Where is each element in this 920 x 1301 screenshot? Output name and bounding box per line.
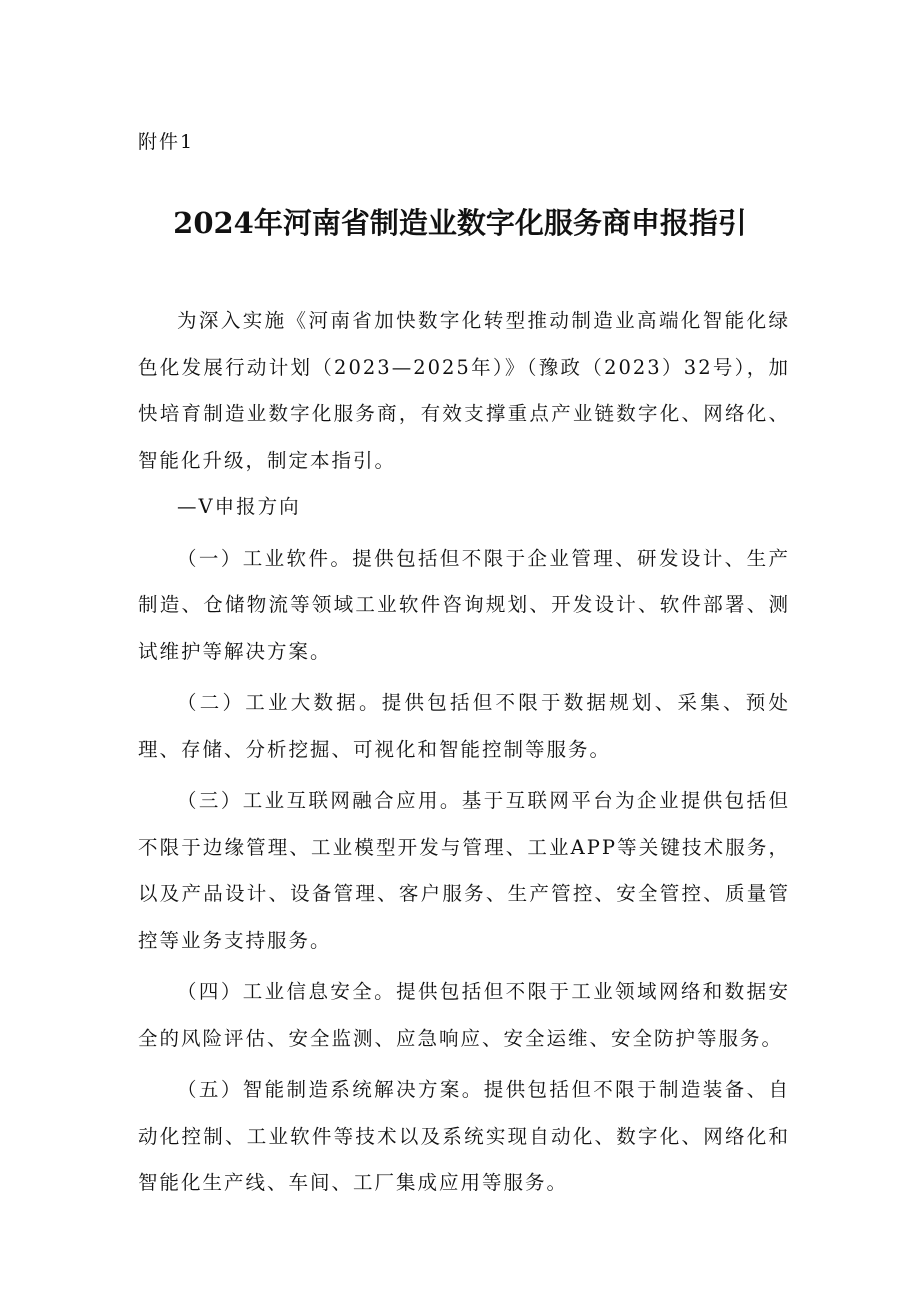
list-item: （五）智能制造系统解决方案。提供包括但不限于制造装备、自动化控制、工业软件等技术以及系统实现自动化、数字化、网络化和智能化生产线、车间、工厂集成应用等服务。 (138, 1078, 790, 1194)
list-item: （三）工业互联网融合应用。基于互联网平台为企业提供包括但不限于边缘管理、工业模型开发与管理、工业APP等关键技术服务，以及产品设计、设备管理、客户服务、生产管控、安全管控、质量管控等业务支持服务。 (138, 789, 790, 952)
intro-paragraph: 为深入实施《河南省加快数字化转型推动制造业高端化智能化绿色化发展行动计划（2023—2025年）》（豫政（2023）32号），加快培育制造业数字化服务商，有效支撑重点产业链数字化、网络化、智能化升级，制定本指引。 (138, 309, 790, 472)
document-body (138, 298, 790, 1207)
list-item: （二）工业大数据。提供包括但不限于数据规划、采集、预处理、存储、分析挖掘、可视化和智能控制等服务。 (138, 691, 790, 761)
attachment-label: 附件1 (138, 131, 195, 153)
document-title: 2024年河南省制造业数字化服务商申报指引 (173, 206, 747, 240)
list-item: （一）工业软件。提供包括但不限于企业管理、研发设计、生产制造、仓储物流等领域工业软件咨询规划、开发设计、软件部署、测试维护等解决方案。 (138, 546, 790, 663)
list-item: （四）工业信息安全。提供包括但不限于工业领域网络和数据安全的风险评估、安全监测、应急响应、安全运维、安全防护等服务。 (138, 980, 790, 1050)
section-heading: —V申报方向 (177, 495, 301, 518)
